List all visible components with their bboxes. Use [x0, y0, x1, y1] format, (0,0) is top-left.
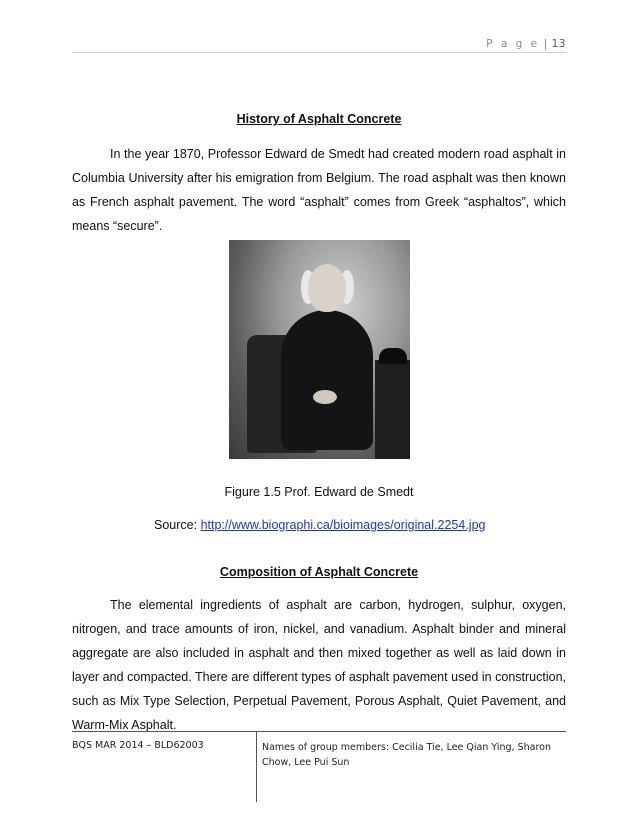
composition-paragraph-text: The elemental ingredients of asphalt are carbon, hydrogen, sulphur, oxygen, nitrogen, and trace amounts of iron, nickel, and vanadium. Asphalt binder and mineral aggregate are also included in asphalt and then mixed together as well as laid down in layer and compacted. There are different types of asphalt pavement used in construction, such as Mix Type Selection, Perpetual Pavement, Porous Asphalt, Quiet Pavement, and Warm-Mix Asphalt. — [72, 598, 566, 732]
photo-table — [375, 360, 410, 459]
photo-head — [308, 264, 346, 312]
page-label: P a g e — [486, 38, 540, 50]
section-title-history: History of Asphalt Concrete — [236, 112, 402, 126]
portrait-photo — [229, 240, 410, 459]
page-number — [486, 38, 566, 50]
photo-figure — [281, 310, 373, 450]
page-footer — [72, 731, 566, 802]
page-number-value: 13 — [551, 38, 566, 50]
footer-members: Names of group members: Cecilia Tie, Lee Qian Ying, Sharon Chow, Lee Pui Sun — [262, 742, 551, 768]
page-separator: | — [543, 38, 548, 50]
figure-source — [154, 518, 485, 532]
source-link[interactable]: http://www.biographi.ca/bioimages/original.2254.jpg — [200, 518, 486, 532]
page-header — [72, 36, 566, 53]
history-paragraph — [72, 142, 566, 238]
history-paragraph-text: In the year 1870, Professor Edward de Smedt had created modern road asphalt in Columbia University after his emigration from Belgium. The road asphalt was then known as French asphalt pavement. The word “asphalt” comes from Greek “asphaltos”, which means “secure”. — [72, 147, 566, 233]
composition-paragraph — [72, 593, 566, 737]
footer-course: BQS MAR 2014 – BLD62003 — [72, 740, 204, 751]
figure-caption: Figure 1.5 Prof. Edward de Smedt — [224, 485, 414, 499]
source-label: Source: — [154, 518, 198, 532]
footer-divider — [256, 732, 257, 802]
photo-hand — [313, 390, 337, 404]
photo-hat — [379, 348, 407, 364]
section-title-composition: Composition of Asphalt Concrete — [219, 565, 419, 579]
